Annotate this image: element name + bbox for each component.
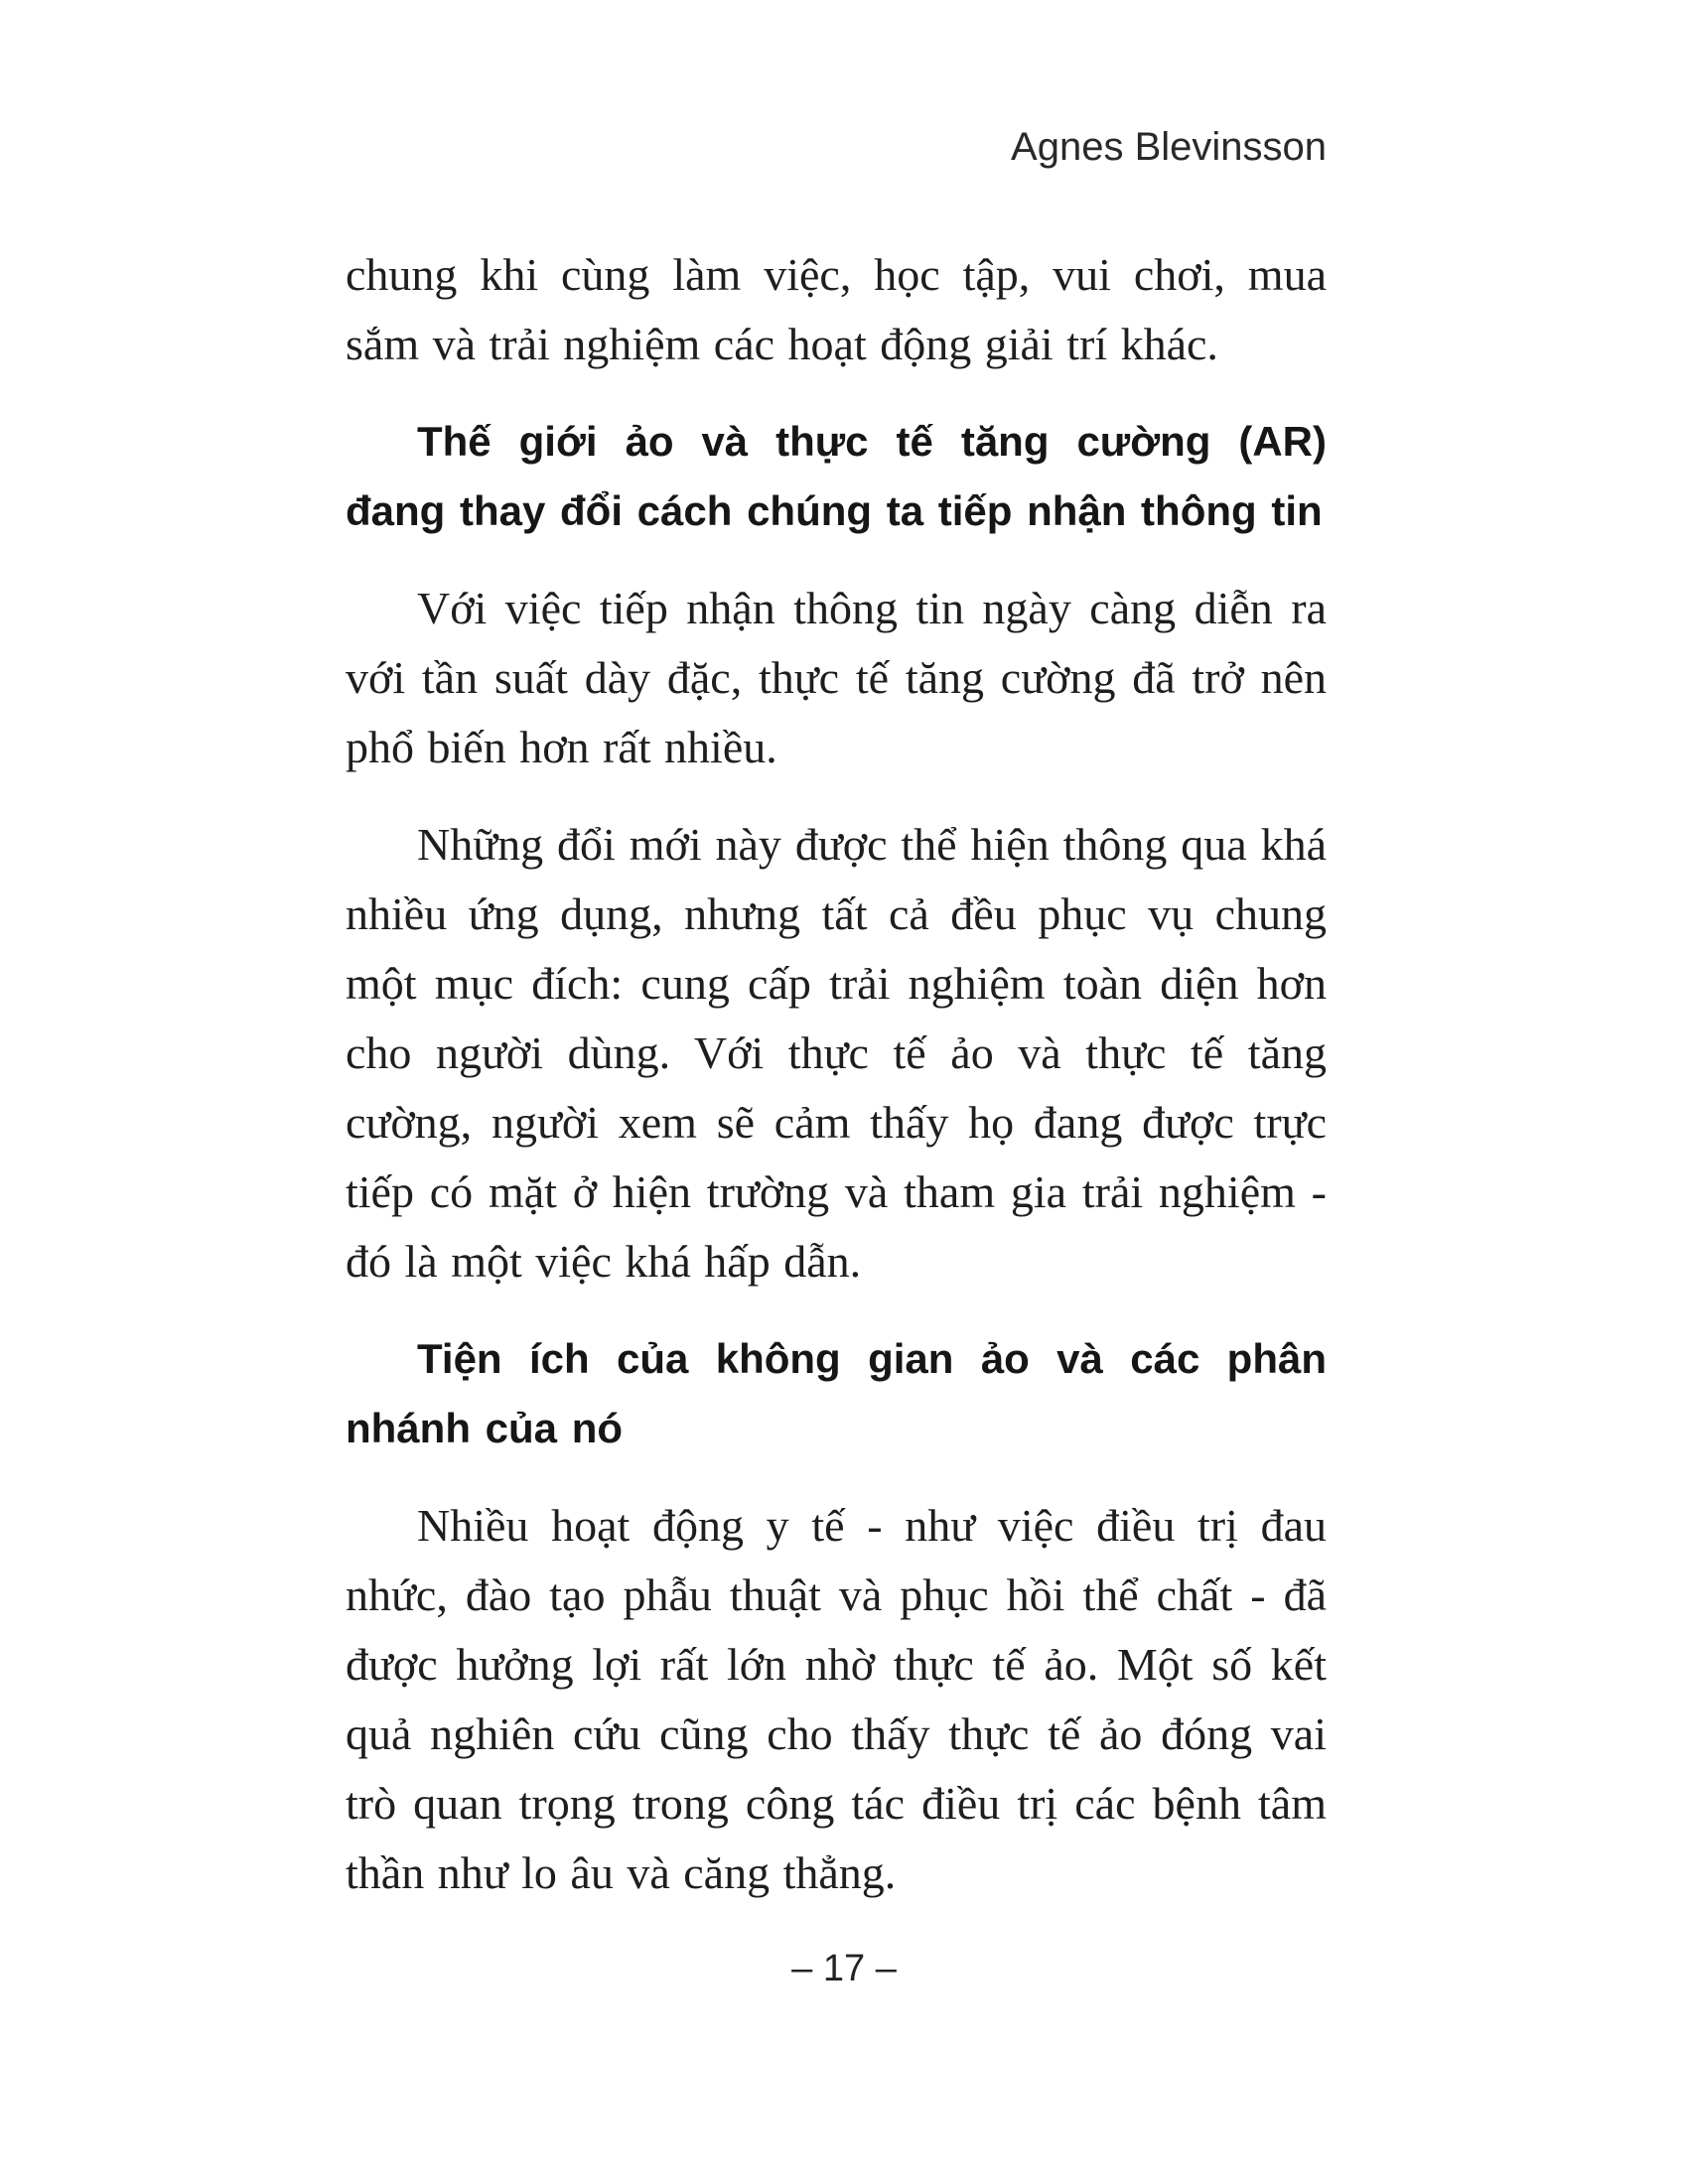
page-number: – 17 – [791, 1948, 897, 1989]
body-paragraph: Với việc tiếp nhận thông tin ngày càng diễn ra với tần suất dày đặc, thực tế tăng cường đã trở nên phổ biến hơn rất nhiều. [346, 583, 1327, 772]
running-header-author: Agnes Blevinsson [1011, 125, 1327, 169]
section-heading: Thế giới ảo và thực tế tăng cường (AR) đang thay đổi cách chúng ta tiếp nhận thông tin [346, 418, 1327, 534]
body-paragraph: Những đổi mới này được thể hiện thông qua khá nhiều ứng dụng, nhưng tất cả đều phục vụ chung một mục đích: cung cấp trải nghiệm toàn diện hơn cho người dùng. Với thực tế ảo và thực tế tăng cường, người xem sẽ cảm thấy họ đang được trực tiếp có mặt ở hiện trường và tham gia trải nghiệm - đó là một việc khá hấp dẫn. [346, 819, 1327, 1287]
body-paragraph: chung khi cùng làm việc, học tập, vui chơi, mua sắm và trải nghiệm các hoạt động giải trí khác. [346, 249, 1327, 369]
body-paragraph: Nhiều hoạt động y tế - như việc điều trị đau nhức, đào tạo phẫu thuật và phục hồi thể chất - đã được hưởng lợi rất lớn nhờ thực tế ảo. Một số kết quả nghiên cứu cũng cho thấy thực tế ảo đóng vai trò quan trọng trong công tác điều trị các bệnh tâm thần như lo âu và căng thẳng. [346, 1500, 1327, 1898]
page-body-text [346, 240, 1327, 1908]
section-heading: Tiện ích của không gian ảo và các phân nhánh của nó [346, 1335, 1327, 1451]
